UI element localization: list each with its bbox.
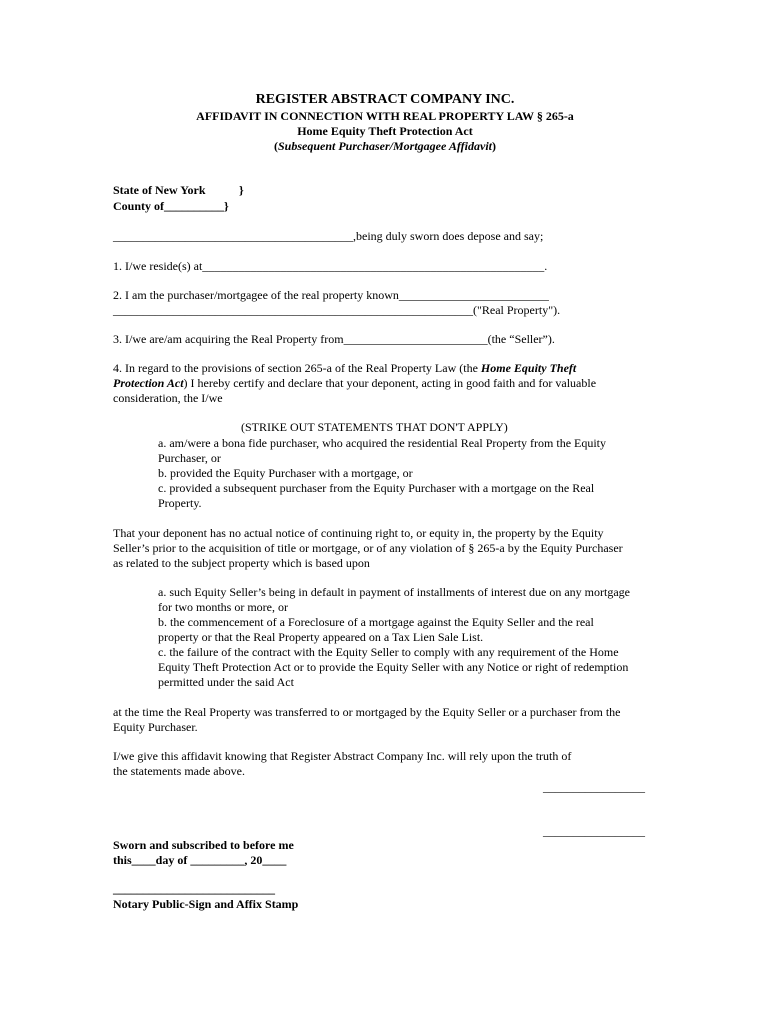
affidavit-title: AFFIDAVIT IN CONNECTION WITH REAL PROPERTY LAW § 265-a bbox=[196, 109, 574, 123]
reliance-line-2: the statements made above. bbox=[113, 764, 245, 778]
strike-heading: (STRIKE OUT STATEMENTS THAT DON'T APPLY) bbox=[241, 420, 508, 434]
paragraph-4-rest: ) I hereby certify and declare that your deponent, acting in good faith and for valuable bbox=[183, 376, 597, 390]
option-c-first-line-2: Property. bbox=[158, 496, 202, 510]
deponent-line: ________________________________________,being duly sworn does depose and say; bbox=[113, 229, 544, 243]
jurat-line-2[interactable]: this____day of _________, 20____ bbox=[113, 853, 287, 867]
venue-brace: } bbox=[239, 183, 244, 197]
paragraph-1: 1. I/we reside(s) at_________________________________________________________. bbox=[113, 259, 548, 273]
option-b-second-line-1: b. the commencement of a Foreclosure of a mortgage against the Equity Seller and the real bbox=[158, 615, 594, 629]
venue-county: County of__________} bbox=[113, 199, 229, 213]
notice-line-1: That your deponent has no actual notice of continuing right to, or equity in, the property by the Equity bbox=[113, 526, 604, 540]
reliance-line-1: I/we give this affidavit knowing that Register Abstract Company Inc. will rely upon the truth of bbox=[113, 749, 572, 763]
notary-signature-line[interactable]: ___________________________ bbox=[113, 882, 275, 896]
subtitle-text: Subsequent Purchaser/Mortgagee Affidavit bbox=[277, 139, 492, 153]
signature-line-2[interactable]: _________________ bbox=[543, 824, 645, 838]
option-a-second-line-1: a. such Equity Seller’s being in default in payment of installments of interest due on any mortgage bbox=[158, 585, 631, 599]
option-c-second-line-1: c. the failure of the contract with the Equity Seller to comply with any requirement of the Home bbox=[158, 645, 619, 659]
option-c-first-line-1: c. provided a subsequent purchaser from the Equity Purchaser with a mortgage on the Real bbox=[158, 481, 595, 495]
transfer-line-2: Equity Purchaser. bbox=[113, 720, 198, 734]
option-a-first-line-1: a. am/were a bona fide purchaser, who acquired the residential Real Property from the Equity bbox=[158, 436, 607, 450]
option-c-second-line-2: Equity Theft Protection Act or to provide the Equity Seller with any Notice or right of redemption bbox=[158, 660, 629, 674]
option-c-second-line-3: permitted under the said Act bbox=[158, 675, 294, 689]
notary-label: Notary Public-Sign and Affix Stamp bbox=[113, 897, 299, 911]
paragraph-4-line-2 bbox=[113, 376, 596, 391]
notice-line-3: as related to the subject property which is based upon bbox=[113, 556, 370, 570]
option-b-first: b. provided the Equity Purchaser with a mortgage, or bbox=[158, 466, 413, 480]
transfer-line-1: at the time the Real Property was transferred to or mortgaged by the Equity Seller or a purchaser from the bbox=[113, 705, 621, 719]
act-name-italic-2: Protection Act bbox=[113, 376, 184, 390]
paragraph-4-line-3: consideration, the I/we bbox=[113, 391, 223, 405]
notice-line-2: Seller’s prior to the acquisition of title or mortgage, or of any violation of § 265-a by the Equity Purchaser bbox=[113, 541, 623, 555]
paragraph-3: 3. I/we are/am acquiring the Real Property from________________________(the “Seller”). bbox=[113, 332, 555, 346]
venue-state: State of New York bbox=[113, 183, 206, 197]
act-title: Home Equity Theft Protection Act bbox=[297, 124, 473, 138]
option-b-second-line-2: property or that the Real Property appeared on a Tax Lien Sale List. bbox=[158, 630, 484, 644]
jurat-line-1: Sworn and subscribed to before me bbox=[113, 838, 294, 852]
paragraph-2-line-2: ____________________________________________________________("Real Property"). bbox=[113, 303, 561, 317]
act-name-italic-1: Home Equity Theft bbox=[480, 361, 577, 375]
option-a-second-line-2: for two months or more, or bbox=[158, 600, 288, 614]
paragraph-2-line-1: 2. I am the purchaser/mortgagee of the real property known_________________________ bbox=[113, 288, 549, 302]
company-title: REGISTER ABSTRACT COMPANY INC. bbox=[255, 92, 515, 107]
option-a-first-line-2: Purchaser, or bbox=[158, 451, 221, 465]
paragraph-4-lead: 4. In regard to the provisions of section 265-a of the Real Property Law (the bbox=[113, 361, 481, 375]
signature-line-1[interactable]: _________________ bbox=[543, 780, 645, 794]
affidavit-subtitle: (Subsequent Purchaser/Mortgagee Affidavit) bbox=[273, 139, 496, 153]
paragraph-4-line-1 bbox=[113, 361, 576, 376]
